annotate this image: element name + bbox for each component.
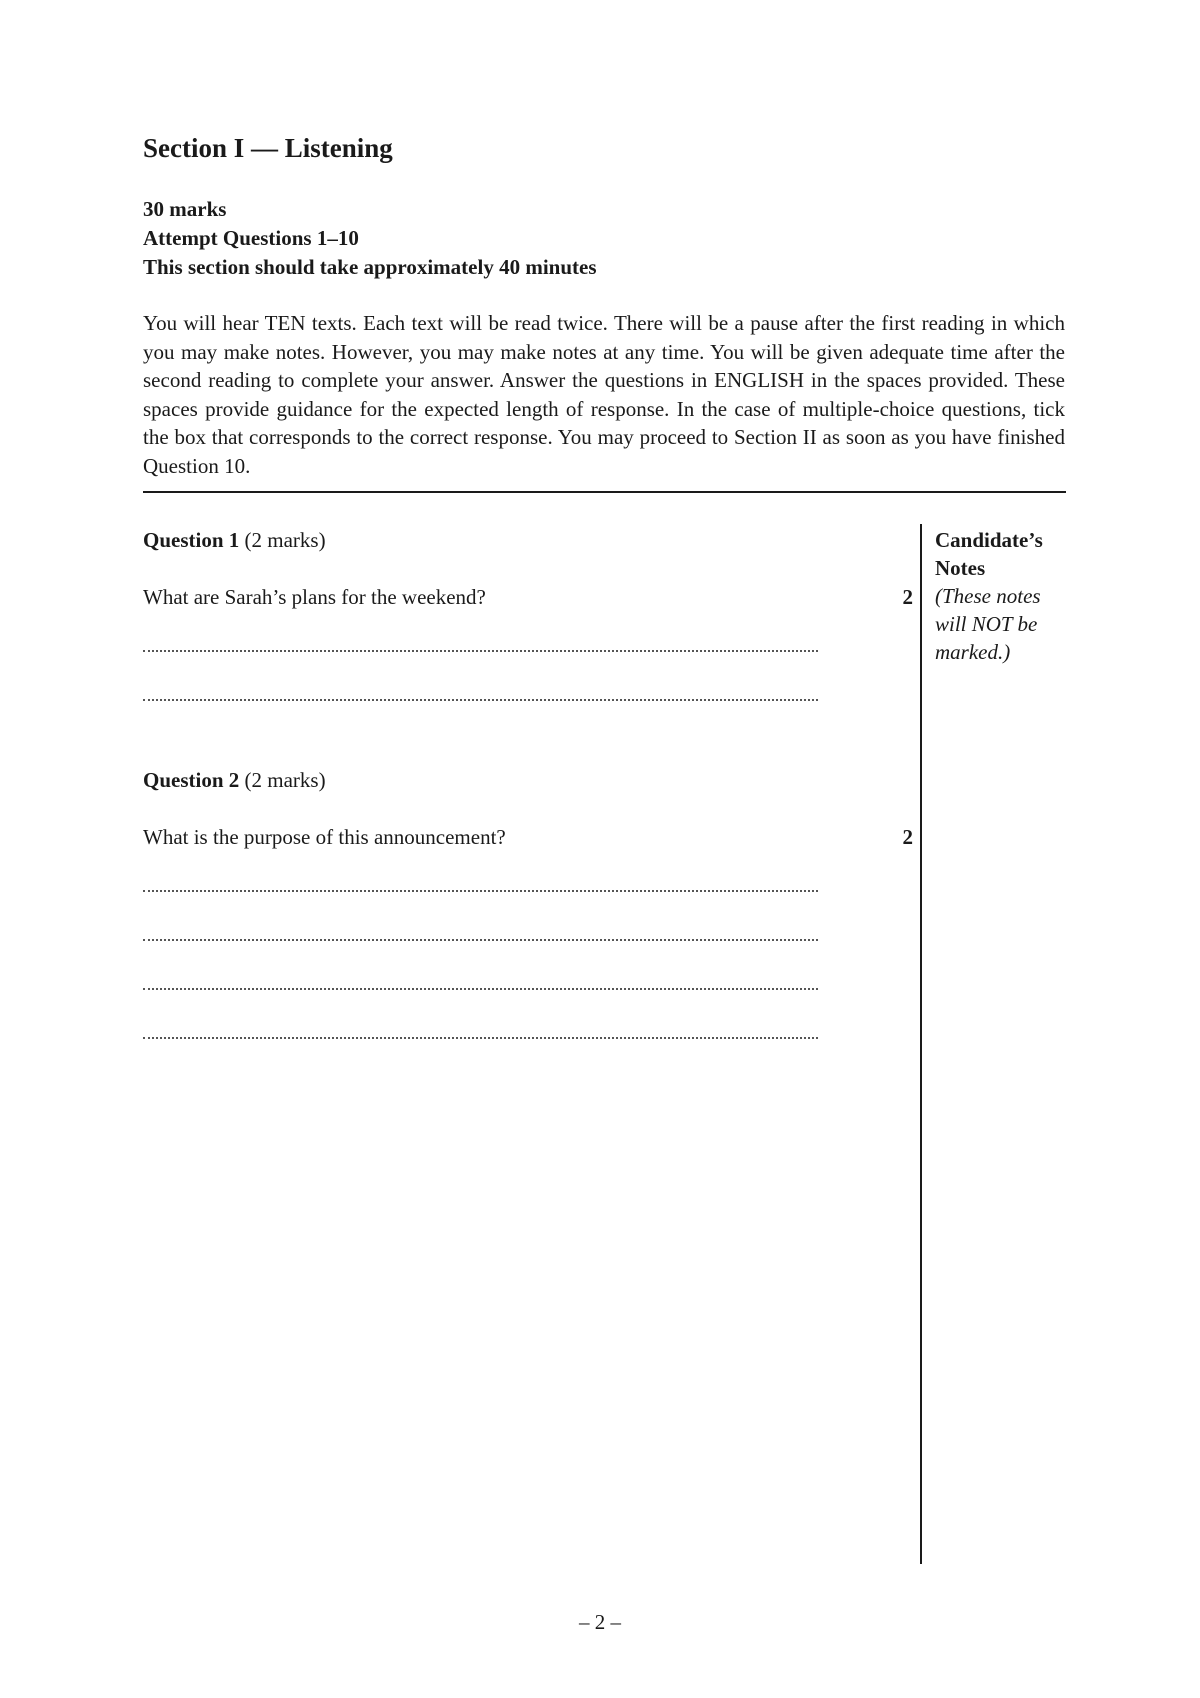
horizontal-divider: [143, 491, 1066, 493]
question-marks-note: (2 marks): [239, 528, 326, 552]
answer-line[interactable]: [143, 1037, 818, 1039]
question-heading: [143, 526, 913, 554]
question-heading: [143, 766, 913, 794]
question-1: [143, 526, 913, 609]
answer-line[interactable]: [143, 650, 818, 652]
question-mark-value: 2: [902, 825, 913, 849]
notes-heading-line: Candidate’s: [935, 528, 1043, 552]
page-number: – 2 –: [579, 1610, 621, 1634]
question-prompt: What is the purpose of this announcement?: [143, 825, 506, 849]
notes-column-divider: [920, 524, 922, 1564]
question-prompt-row: [143, 823, 913, 851]
question-mark-value: 2: [902, 585, 913, 609]
question-marks-note: (2 marks): [239, 768, 326, 792]
answer-line[interactable]: [143, 939, 818, 941]
notes-disclaimer-line: (These notes: [935, 584, 1041, 608]
answer-line[interactable]: [143, 890, 818, 892]
section-duration: This section should take approximately 40 minutes: [143, 255, 597, 279]
notes-disclaimer-line: marked.): [935, 640, 1011, 664]
section-instructions: You will hear TEN texts. Each text will be read twice. There will be a pause after the first reading in which you may make notes. However, you may make notes at any time. You will be given adequate time after the second reading to complete your answer. Answer the questions in ENGLISH in the spaces provided. These spaces provide guidance for the expected length of response. In the case of multiple-choice questions, tick the box that corresponds to the correct response. You may proceed to Section II as soon as you have finished Question 10.: [143, 311, 1065, 478]
question-label: Question 1: [143, 528, 240, 552]
candidate-notes-panel[interactable]: [935, 526, 1075, 666]
section-marks: 30 marks: [143, 197, 227, 221]
question-label: Question 2: [143, 768, 240, 792]
notes-disclaimer-line: will NOT be: [935, 612, 1038, 636]
question-2: [143, 766, 913, 849]
section-attempt: Attempt Questions 1–10: [143, 226, 359, 250]
section-title: Section I — Listening: [143, 133, 393, 163]
answer-line[interactable]: [143, 988, 818, 990]
notes-heading: [935, 526, 1075, 582]
answer-line[interactable]: [143, 699, 818, 701]
question-prompt-row: [143, 583, 913, 611]
notes-disclaimer: [935, 582, 1075, 666]
notes-heading-line: Notes: [935, 556, 986, 580]
section-meta: [143, 195, 597, 282]
question-prompt: What are Sarah’s plans for the weekend?: [143, 585, 486, 609]
